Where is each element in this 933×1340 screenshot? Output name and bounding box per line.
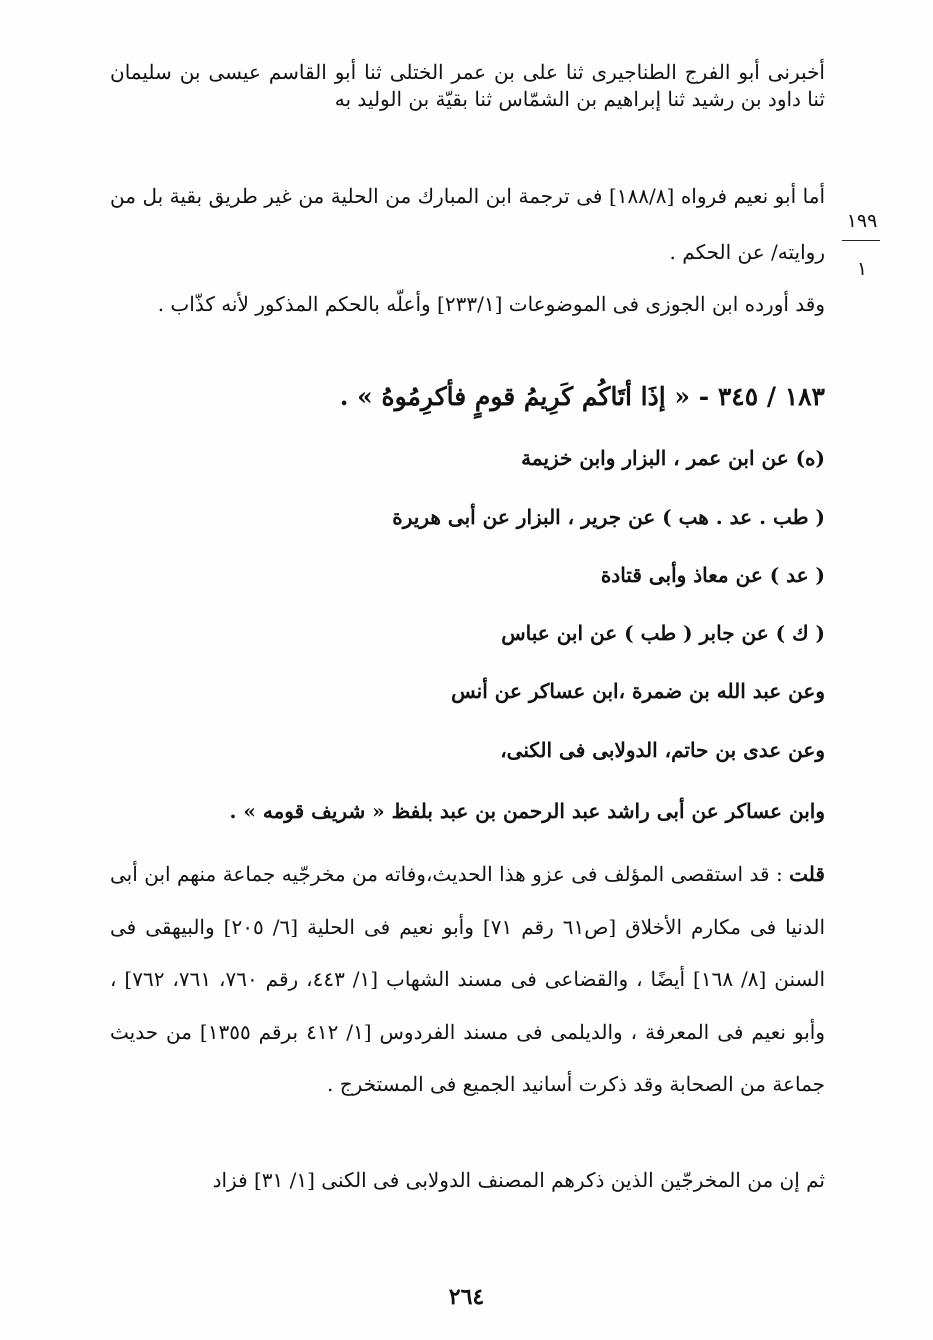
hadith-entry-number: ١٨٣ / ٣٤٥ - (698, 382, 825, 411)
commentary-paragraph (110, 848, 825, 1111)
source-line: ( طب . عد . هب ) عن جرير ، البزار عن أبى هريرة (392, 505, 825, 529)
paragraph-isnad: أخبرنى أبو الفرج الطناجيرى ثنا على بن عمر الختلى ثنا أبو القاسم عيسى بن سليمان ثنا داود بن رشيد ثنا إبراهيم بن الشمّاس ثنا بقيّة بن الوليد به (110, 60, 825, 111)
source-line: وعن عدى بن حاتم، الدولابى فى الكنى، (500, 738, 825, 762)
commentary-label: قلت (789, 862, 825, 886)
paragraph-abu-nuaym: أما أبو نعيم فرواه [١٨٨/٨] فى ترجمة ابن المبارك من الحلية من غير طريق بقية بل من روايته/ عن الحكم . (110, 184, 825, 264)
page-number: ٢٦٤ (448, 1284, 485, 1310)
margin-folio-number: ١٩٩ (846, 210, 878, 232)
paragraph-ibn-jawzi: وقد أورده ابن الجوزى فى الموضوعات [٢٣٣/١] وأعلّه بالحكم المذكور لأنه كذّاب . (157, 292, 825, 316)
continuation-line: ثم إن من المخرجّين الذين ذكرهم المصنف الدولابى فى الكنى [١/ ٣١] فزاد (212, 1168, 825, 1192)
hadith-entry-heading (340, 382, 825, 412)
source-line: وابن عساكر عن أبى راشد عبد الرحمن بن عبد بلفظ « شريف قومه » . (229, 799, 825, 823)
hadith-text: « إذَا أتَاكُم كَرِيمُ قومٍ فأكرِمُوهُ » . (339, 382, 691, 411)
margin-folio-sub: ١ (856, 258, 868, 280)
commentary-text: : قد استقصى المؤلف فى عزو هذا الحديث،وفاته من مخرجّيه جماعة منهم ابن أبى الدنيا فى مكارم الأخلاق [ص٦١ رقم ٧١] وأبو نعيم فى الحلية [٦/ ٢٠٥] والبيهقى فى السنن [٨/ ١٦٨] أيضًا ، والقضاعى فى مسند الشهاب [١/ ٤٤٣، رقم ٧٦٠، ٧٦١، ٧٦٢] ، وأبو نعيم فى المعرفة ، والديلمى فى مسند الفردوس [١/ ٤١٢ برقم ١٣٥٥] من حديث جماعة من الصحابة وقد ذكرت أسانيد الجميع فى المستخرج . (110, 862, 826, 1096)
source-line: ( ك ) عن جابر ( طب ) عن ابن عباس (501, 621, 825, 645)
source-line: (ه) عن ابن عمر ، البزار وابن خزيمة (521, 446, 825, 470)
margin-folio-rule (842, 240, 880, 241)
source-line: وعن عبد الله بن ضمرة ،ابن عساكر عن أنس (451, 679, 825, 703)
source-line: ( عد ) عن معاذ وأبى قتادة (600, 563, 825, 587)
